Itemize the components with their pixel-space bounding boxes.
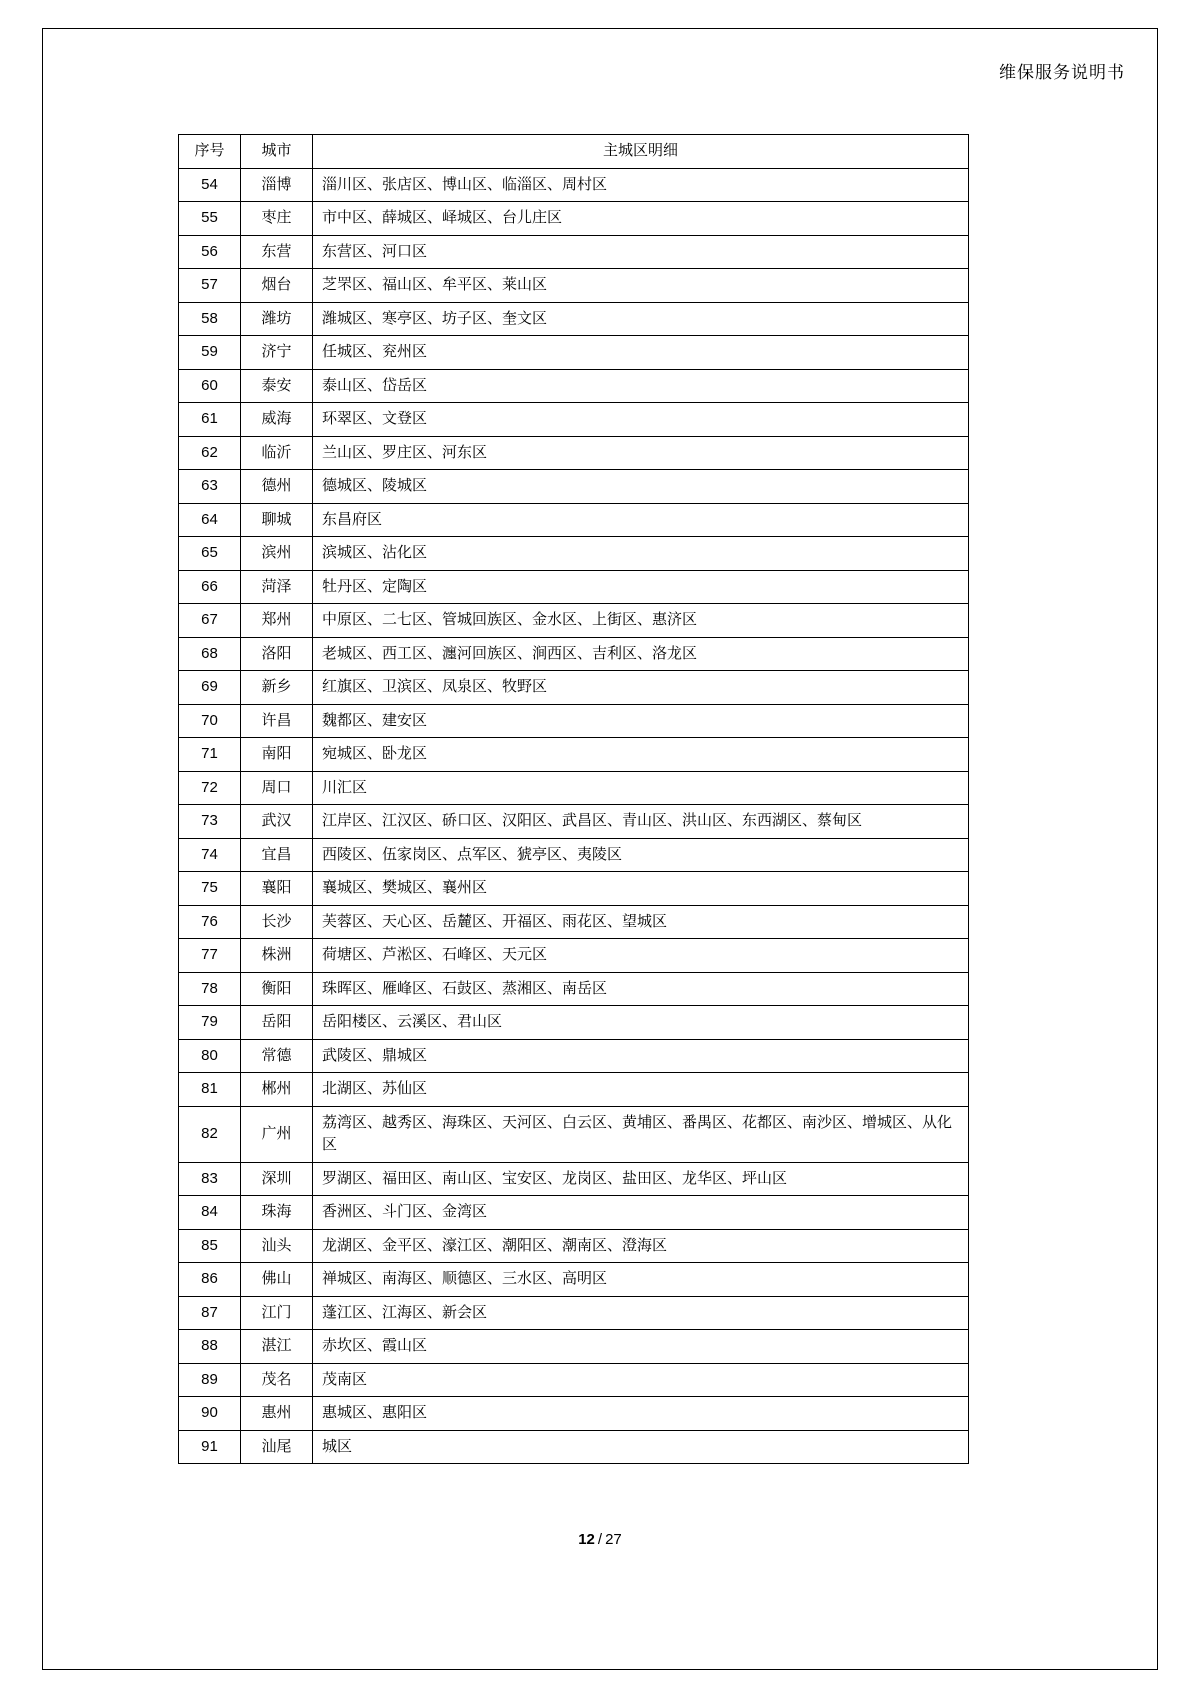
cell-detail: 市中区、薛城区、峄城区、台儿庄区 xyxy=(313,202,969,236)
cell-detail: 赤坎区、霞山区 xyxy=(313,1330,969,1364)
cell-city: 潍坊 xyxy=(241,302,313,336)
cell-detail: 宛城区、卧龙区 xyxy=(313,738,969,772)
cell-no: 61 xyxy=(179,403,241,437)
cell-detail: 芙蓉区、天心区、岳麓区、开福区、雨花区、望城区 xyxy=(313,905,969,939)
cell-detail: 老城区、西工区、瀍河回族区、涧西区、吉利区、洛龙区 xyxy=(313,637,969,671)
table-row xyxy=(179,972,969,1006)
cell-detail: 城区 xyxy=(313,1430,969,1464)
cell-city: 枣庄 xyxy=(241,202,313,236)
cell-no: 91 xyxy=(179,1430,241,1464)
cell-city: 临沂 xyxy=(241,436,313,470)
cell-detail: 芝罘区、福山区、牟平区、莱山区 xyxy=(313,269,969,303)
cell-city: 郴州 xyxy=(241,1073,313,1107)
table-row xyxy=(179,570,969,604)
cell-detail: 龙湖区、金平区、濠江区、潮阳区、潮南区、澄海区 xyxy=(313,1229,969,1263)
table-row xyxy=(179,369,969,403)
cell-no: 65 xyxy=(179,537,241,571)
cell-detail: 岳阳楼区、云溪区、君山区 xyxy=(313,1006,969,1040)
cell-city: 武汉 xyxy=(241,805,313,839)
cell-city: 德州 xyxy=(241,470,313,504)
cell-no: 89 xyxy=(179,1363,241,1397)
cell-city: 菏泽 xyxy=(241,570,313,604)
cell-city: 聊城 xyxy=(241,503,313,537)
cell-city: 衡阳 xyxy=(241,972,313,1006)
cell-no: 87 xyxy=(179,1296,241,1330)
footer-current-page: 12 xyxy=(578,1531,595,1548)
cell-detail: 禅城区、南海区、顺德区、三水区、高明区 xyxy=(313,1263,969,1297)
table-row xyxy=(179,1330,969,1364)
cell-detail: 环翠区、文登区 xyxy=(313,403,969,437)
table-row xyxy=(179,872,969,906)
cell-city: 株洲 xyxy=(241,939,313,973)
cell-no: 88 xyxy=(179,1330,241,1364)
cell-detail: 香洲区、斗门区、金湾区 xyxy=(313,1196,969,1230)
cell-detail: 荷塘区、芦淞区、石峰区、天元区 xyxy=(313,939,969,973)
page-footer xyxy=(0,1531,1200,1548)
table-row xyxy=(179,302,969,336)
cell-no: 55 xyxy=(179,202,241,236)
cell-no: 70 xyxy=(179,704,241,738)
table-row xyxy=(179,336,969,370)
cell-no: 54 xyxy=(179,168,241,202)
table-row xyxy=(179,537,969,571)
table-row xyxy=(179,1162,969,1196)
cell-detail: 中原区、二七区、管城回族区、金水区、上街区、惠济区 xyxy=(313,604,969,638)
table-row xyxy=(179,671,969,705)
cell-no: 62 xyxy=(179,436,241,470)
cell-city: 烟台 xyxy=(241,269,313,303)
cell-city: 南阳 xyxy=(241,738,313,772)
cell-detail: 牡丹区、定陶区 xyxy=(313,570,969,604)
cell-no: 78 xyxy=(179,972,241,1006)
cell-no: 80 xyxy=(179,1039,241,1073)
table-row xyxy=(179,1296,969,1330)
table-row xyxy=(179,838,969,872)
cell-no: 75 xyxy=(179,872,241,906)
table-row xyxy=(179,738,969,772)
table-row xyxy=(179,470,969,504)
cell-no: 86 xyxy=(179,1263,241,1297)
table-row xyxy=(179,905,969,939)
cell-no: 56 xyxy=(179,235,241,269)
cell-no: 82 xyxy=(179,1106,241,1162)
cell-city: 襄阳 xyxy=(241,872,313,906)
table-row xyxy=(179,403,969,437)
table-row xyxy=(179,1196,969,1230)
cell-city: 淄博 xyxy=(241,168,313,202)
cell-detail: 川汇区 xyxy=(313,771,969,805)
cell-detail: 荔湾区、越秀区、海珠区、天河区、白云区、黄埔区、番禺区、花都区、南沙区、增城区、从化区 xyxy=(313,1106,969,1162)
table-row xyxy=(179,235,969,269)
cell-city: 威海 xyxy=(241,403,313,437)
cell-detail: 淄川区、张店区、博山区、临淄区、周村区 xyxy=(313,168,969,202)
cell-city: 湛江 xyxy=(241,1330,313,1364)
cell-detail: 魏都区、建安区 xyxy=(313,704,969,738)
cell-city: 汕头 xyxy=(241,1229,313,1263)
cell-no: 68 xyxy=(179,637,241,671)
cell-city: 汕尾 xyxy=(241,1430,313,1464)
footer-separator: / xyxy=(597,1531,603,1548)
cell-no: 73 xyxy=(179,805,241,839)
page-header-title: 维保服务说明书 xyxy=(999,63,1125,82)
table-row xyxy=(179,503,969,537)
cell-detail: 任城区、兖州区 xyxy=(313,336,969,370)
cell-city: 广州 xyxy=(241,1106,313,1162)
cell-detail: 蓬江区、江海区、新会区 xyxy=(313,1296,969,1330)
cell-city: 许昌 xyxy=(241,704,313,738)
cell-detail: 襄城区、樊城区、襄州区 xyxy=(313,872,969,906)
table-row xyxy=(179,436,969,470)
cell-no: 71 xyxy=(179,738,241,772)
table-row xyxy=(179,202,969,236)
table-body xyxy=(179,168,969,1464)
cell-detail: 罗湖区、福田区、南山区、宝安区、龙岗区、盐田区、龙华区、坪山区 xyxy=(313,1162,969,1196)
table-row xyxy=(179,704,969,738)
cell-detail: 北湖区、苏仙区 xyxy=(313,1073,969,1107)
cell-detail: 兰山区、罗庄区、河东区 xyxy=(313,436,969,470)
table-row xyxy=(179,1430,969,1464)
cell-no: 83 xyxy=(179,1162,241,1196)
cell-city: 茂名 xyxy=(241,1363,313,1397)
column-header-city: 城市 xyxy=(241,135,313,169)
cell-detail: 德城区、陵城区 xyxy=(313,470,969,504)
cell-city: 周口 xyxy=(241,771,313,805)
table-row xyxy=(179,637,969,671)
table-row xyxy=(179,805,969,839)
cell-city: 佛山 xyxy=(241,1263,313,1297)
cell-no: 81 xyxy=(179,1073,241,1107)
column-header-detail: 主城区明细 xyxy=(313,135,969,169)
table-row xyxy=(179,1263,969,1297)
cell-detail: 武陵区、鼎城区 xyxy=(313,1039,969,1073)
cell-detail: 东营区、河口区 xyxy=(313,235,969,269)
cell-no: 64 xyxy=(179,503,241,537)
table-row xyxy=(179,168,969,202)
cell-city: 东营 xyxy=(241,235,313,269)
column-header-no: 序号 xyxy=(179,135,241,169)
cell-no: 63 xyxy=(179,470,241,504)
cell-detail: 泰山区、岱岳区 xyxy=(313,369,969,403)
cell-no: 77 xyxy=(179,939,241,973)
table-row xyxy=(179,771,969,805)
cell-no: 72 xyxy=(179,771,241,805)
cell-no: 76 xyxy=(179,905,241,939)
table-row xyxy=(179,1229,969,1263)
cell-no: 84 xyxy=(179,1196,241,1230)
cell-city: 济宁 xyxy=(241,336,313,370)
cell-no: 85 xyxy=(179,1229,241,1263)
cell-detail: 西陵区、伍家岗区、点军区、猇亭区、夷陵区 xyxy=(313,838,969,872)
table-row xyxy=(179,269,969,303)
cell-city: 长沙 xyxy=(241,905,313,939)
cell-city: 岳阳 xyxy=(241,1006,313,1040)
cell-no: 58 xyxy=(179,302,241,336)
cell-city: 惠州 xyxy=(241,1397,313,1431)
cell-city: 宜昌 xyxy=(241,838,313,872)
cell-detail: 江岸区、江汉区、硚口区、汉阳区、武昌区、青山区、洪山区、东西湖区、蔡甸区 xyxy=(313,805,969,839)
cell-city: 深圳 xyxy=(241,1162,313,1196)
table-row xyxy=(179,1363,969,1397)
cell-no: 67 xyxy=(179,604,241,638)
cell-detail: 东昌府区 xyxy=(313,503,969,537)
cell-detail: 珠晖区、雁峰区、石鼓区、蒸湘区、南岳区 xyxy=(313,972,969,1006)
table-header-row xyxy=(179,135,969,169)
table-row xyxy=(179,939,969,973)
main-city-district-table xyxy=(178,134,968,1464)
cell-no: 57 xyxy=(179,269,241,303)
cell-city: 泰安 xyxy=(241,369,313,403)
cell-detail: 茂南区 xyxy=(313,1363,969,1397)
cell-detail: 红旗区、卫滨区、凤泉区、牧野区 xyxy=(313,671,969,705)
table-row xyxy=(179,604,969,638)
cell-no: 66 xyxy=(179,570,241,604)
cell-city: 江门 xyxy=(241,1296,313,1330)
cell-city: 常德 xyxy=(241,1039,313,1073)
cell-city: 郑州 xyxy=(241,604,313,638)
cell-city: 珠海 xyxy=(241,1196,313,1230)
cell-no: 59 xyxy=(179,336,241,370)
cell-city: 滨州 xyxy=(241,537,313,571)
footer-total-pages: 27 xyxy=(605,1531,622,1548)
table-row xyxy=(179,1397,969,1431)
cell-no: 90 xyxy=(179,1397,241,1431)
cell-detail: 潍城区、寒亭区、坊子区、奎文区 xyxy=(313,302,969,336)
table-row xyxy=(179,1006,969,1040)
table-row xyxy=(179,1039,969,1073)
cell-detail: 滨城区、沾化区 xyxy=(313,537,969,571)
table-row xyxy=(179,1106,969,1162)
cell-no: 69 xyxy=(179,671,241,705)
cell-city: 洛阳 xyxy=(241,637,313,671)
cell-no: 60 xyxy=(179,369,241,403)
cell-detail: 惠城区、惠阳区 xyxy=(313,1397,969,1431)
table-row xyxy=(179,1073,969,1107)
cell-city: 新乡 xyxy=(241,671,313,705)
cell-no: 74 xyxy=(179,838,241,872)
cell-no: 79 xyxy=(179,1006,241,1040)
